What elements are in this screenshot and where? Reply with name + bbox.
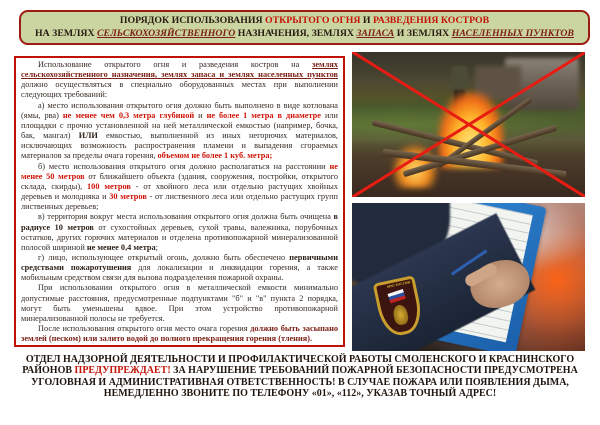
footer-warning-word: ПРЕДУПРЕЖДАЕТ!	[74, 365, 171, 377]
text-segment-bold: не менее 0,4 метра	[86, 242, 156, 252]
title-underline-agricultural: СЕЛЬСКОХОЗЯЙСТВЕННОГО	[97, 27, 236, 39]
paragraph-intro	[21, 60, 338, 101]
text-segment: б) место использования открытого огня должно располагаться на расстоянии	[38, 161, 330, 171]
fire-inspector-photo	[352, 203, 585, 351]
text-segment: г) лицо, использующее открытый огонь, должно быть обеспечено	[38, 252, 290, 262]
footer-line-3	[0, 377, 600, 388]
text-segment-red: 30 метров	[109, 192, 147, 202]
text-segment-emphasis: должно быть засыпано землей (песком) или залито водой до полного прекращения горения (тления).	[21, 324, 338, 344]
paragraph-item-v	[21, 212, 338, 253]
paragraph-extinguish	[21, 324, 338, 344]
text-segment-bold: первичными средствами пожаротушения	[21, 252, 338, 273]
mchs-emblem-icon	[392, 304, 410, 326]
footer-text: НЕМЕДЛЕННО ЗВОНИТЕ ПО ТЕЛЕФОНУ «01», «112», УКАЗАВ ТОЧНЫЙ АДРЕС!	[103, 388, 497, 400]
footer-text: ОТДЕЛ НАДЗОРНОЙ ДЕЯТЕЛЬНОСТИ И ПРОФИЛАКТИЧЕСКОЙ РАБОТЫ СМОЛЕНСКОГО И КРАСНИНСКОГО	[25, 354, 575, 365]
person-figure	[451, 66, 468, 92]
title-underline-reserve: ЗАПАСА	[356, 27, 395, 39]
title-highlight-bonfires: РАЗВЕДЕНИЯ КОСТРОВ	[373, 15, 490, 26]
title-text: ПОРЯДОК ИСПОЛЬЗОВАНИЯ	[119, 15, 265, 26]
title-highlight-open-fire: ОТКРЫТОГО ОГНЯ	[264, 15, 361, 26]
text-segment-red: 100 метров	[87, 181, 131, 191]
text-segment: ;	[155, 242, 158, 252]
title-line-1	[21, 15, 588, 28]
text-segment-red: не менее чем 0,3 метра глубиной	[62, 110, 195, 120]
footer-line-2	[0, 365, 600, 376]
text-segment: - от хвойного леса или отдельно растущих хвойных деревьев и молодняка и	[21, 181, 338, 202]
footer-text: РАЙОНОВ	[22, 365, 75, 377]
title-line-2	[21, 28, 588, 41]
text-segment: - от лиственного леса или отдельно растущих групп лиственных деревьев;	[21, 192, 338, 212]
text-segment: в) территория вокруг места использования открытого огня должна быть очищена	[38, 212, 334, 222]
text-segment: должно осуществляться в специально оборудованных местах при выполнении следующих требований:	[21, 80, 338, 100]
text-segment-red: объемом не более 1 куб. метра;	[157, 151, 273, 161]
text-segment-red: не более 1 метра в диаметре	[206, 110, 321, 120]
title-text: И ЗЕМЛЯХ	[394, 27, 452, 39]
text-segment: а) место использования открытого огня должно быть выполнено в виде котлована (ямы, рва)	[21, 100, 338, 120]
title-underline-settlements: НАСЕЛЕННЫХ ПУНКТОВ	[451, 27, 574, 39]
text-segment-emphasis: землях сельскохозяйственного назначения, землях запаса и землях населенных пунктов	[21, 60, 338, 80]
text-segment: для локализации и ликвидации горения, а также мобильным средством связи для вызова подразделения пожарной охраны.	[21, 263, 338, 283]
text-segment-bold: ИЛИ	[78, 131, 98, 141]
paragraph-metal-container	[21, 283, 338, 324]
text-segment: от ближайшего объекта (здания, сооружения, постройки, открытого склада, скирды),	[21, 171, 338, 191]
mchs-patch-label: МЧС РОССИИ	[386, 280, 411, 289]
footer-text: ЗА НАРУШЕНИЕ ТРЕБОВАНИЙ ПОЖАРНОЙ БЕЗОПАСНОСТИ ПРЕДУСМОТРЕНА	[170, 365, 578, 377]
footer-text: УГОЛОВНАЯ И АДМИНИСТРАТИВНАЯ ОТВЕТСТВЕННОСТЬ! В СЛУЧАЕ ПОЖАРА ИЛИ ПОЯВЛЕНИЯ ДЫМА,	[31, 376, 569, 388]
footer-line-1	[0, 354, 600, 365]
text-segment: или площадки с прочно установленной на ней металлической емкостью (например, бочка, бак, мангал)	[21, 110, 338, 141]
paragraph-item-g	[21, 253, 338, 283]
russian-flag-icon	[388, 289, 406, 303]
paragraph-item-b	[21, 162, 338, 213]
text-segment: от сухостойных деревьев, сухой травы, валежника, порубочных остатков, других горючих материалов и отделена противопожарной минерализованной полосой шириной	[21, 222, 338, 252]
title-text: НА ЗЕМЛЯХ	[35, 27, 98, 39]
footer-line-4	[0, 388, 600, 399]
warning-footer	[0, 354, 600, 400]
text-segment: емкостью, выполненной из иных негорючих материалов, исключающих возможность распространения пламени и выпадения сгораемых материалов за пределы очага горения,	[21, 131, 338, 161]
text-segment: После использования открытого огня место очага горения	[38, 324, 251, 334]
text-segment: Использование открытого огня и разведения костров на	[38, 60, 313, 69]
title-text: НАЗНАЧЕНИЯ, ЗЕМЛЯХ	[235, 27, 357, 39]
illegal-bonfire-photo	[352, 52, 585, 197]
text-segment-red: не менее 50 метров	[21, 161, 338, 181]
title-text: И	[360, 15, 374, 26]
text-segment: При использовании открытого огня в металлической емкости минимально допустимые расстояния, предусмотренные подпунктами "б" и "в" пункта 2 порядка, могут быть уменьшены вдвое. При этом устройство противопожарной минерализованной полосы не требуется.	[21, 283, 338, 323]
poster-title	[19, 10, 590, 45]
paragraph-item-a	[21, 101, 338, 162]
rules-text-panel	[14, 56, 345, 347]
text-segment: и	[194, 110, 207, 120]
text-segment-bold: в радиусе 10 метров	[21, 212, 338, 232]
